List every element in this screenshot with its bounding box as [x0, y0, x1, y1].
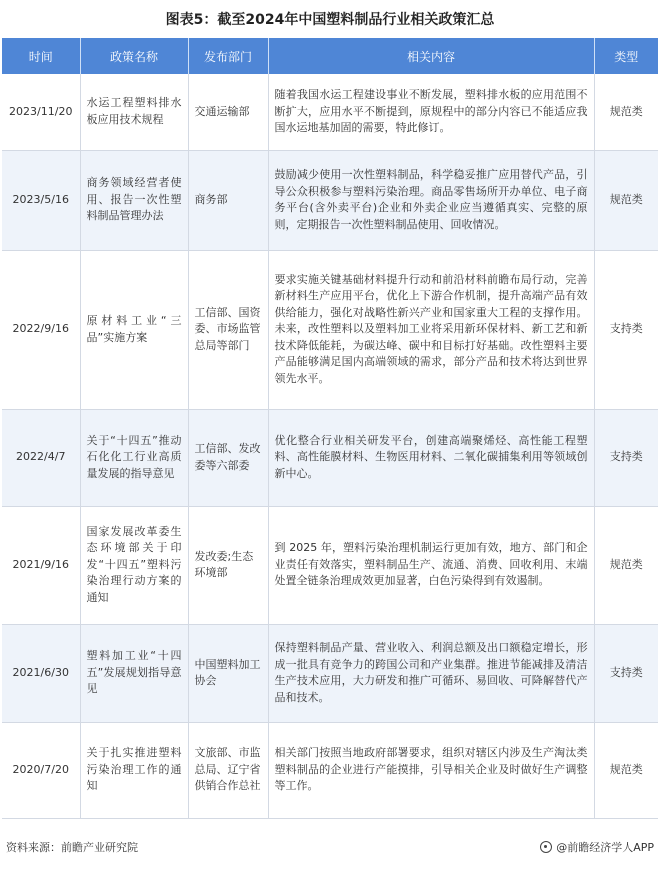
cell-type: 规范类	[594, 722, 658, 818]
cell-date: 2021/6/30	[2, 624, 80, 722]
cell-content: 鼓励减少使用一次性塑料制品，科学稳妥推广应用替代产品，引导公众积极参与塑料污染治理。商品零售场所开办单位、电子商务平台(含外卖平台)企业和外卖企业应当遵循真实、完整的原则，定期报告一次性塑料制品使用、回收情况。	[268, 150, 594, 250]
header-policy-name: 政策名称	[80, 38, 188, 74]
header-type: 类型	[594, 38, 658, 74]
cell-policy-name: 塑料加工业“十四五”发展规划指导意见	[80, 624, 188, 722]
cell-policy-name: 关于“十四五”推动石化化工行业高质量发展的指导意见	[80, 409, 188, 506]
brand-credit	[540, 839, 654, 855]
brand-logo-icon	[540, 841, 552, 853]
table-header-row	[2, 38, 658, 74]
cell-type: 支持类	[594, 624, 658, 722]
cell-content: 要求实施关键基础材料提升行动和前沿材料前瞻布局行动，完善新材料生产应用平台，优化上下游合作机制，提升高端产品有效供给能力，强化对战略性新兴产业和国家重大工程的支撑作用。未来，改性塑料以及塑料加工业将采用新环保材料、新工艺和新技术降低能耗，为碳达峰、碳中和目标打好基础。改性塑料主要产品能够满足国内高端领域的需求，部分产品和技术将达到世界领先水平。	[268, 250, 594, 409]
cell-date: 2022/9/16	[2, 250, 80, 409]
cell-content: 保持塑料制品产量、营业收入、利润总额及出口额稳定增长，形成一批具有竞争力的跨国公司和产业集群。推进节能减排及清洁生产技术应用，大力研发和推广可循环、易回收、可降解替代产品和技术。	[268, 624, 594, 722]
cell-type: 支持类	[594, 250, 658, 409]
cell-type: 规范类	[594, 150, 658, 250]
cell-policy-name: 国家发展改革委生态环境部关于印发“十四五”塑料污染治理行动方案的通知	[80, 506, 188, 624]
cell-policy-name: 水运工程塑料排水板应用技术规程	[80, 74, 188, 150]
cell-date: 2023/11/20	[2, 74, 80, 150]
table-row	[2, 250, 658, 409]
table-row	[2, 624, 658, 722]
table-row	[2, 74, 658, 150]
table-row	[2, 722, 658, 818]
header-date: 时间	[2, 38, 80, 74]
header-department: 发布部门	[188, 38, 268, 74]
cell-date: 2021/9/16	[2, 506, 80, 624]
footer	[0, 835, 660, 859]
table-row	[2, 150, 658, 250]
table-row	[2, 409, 658, 506]
cell-content: 相关部门按照当地政府部署要求，组织对辖区内涉及生产淘汰类塑料制品的企业进行产能摸排，引导相关企业及时做好生产调整等工作。	[268, 722, 594, 818]
cell-type: 支持类	[594, 409, 658, 506]
cell-department: 工信部、国资委、市场监管总局等部门	[188, 250, 268, 409]
cell-policy-name: 关于扎实推进塑料污染治理工作的通知	[80, 722, 188, 818]
source-note: 资料来源：前瞻产业研究院	[6, 841, 138, 854]
cell-content: 优化整合行业相关研发平台，创建高端聚烯烃、高性能工程塑料、高性能膜材料、生物医用材料、二氧化碳捕集利用等领域创新中心。	[268, 409, 594, 506]
cell-date: 2022/4/7	[2, 409, 80, 506]
cell-department: 工信部、发改委等六部委	[188, 409, 268, 506]
cell-department: 发改委;生态环境部	[188, 506, 268, 624]
cell-date: 2020/7/20	[2, 722, 80, 818]
cell-department: 商务部	[188, 150, 268, 250]
cell-type: 规范类	[594, 506, 658, 624]
cell-content: 随着我国水运工程建设事业不断发展，塑料排水板的应用范围不断扩大，应用水平不断提到，原规程中的部分内容已不能适应我国水运地基加固的需要，特此修订。	[268, 74, 594, 150]
cell-department: 文旅部、市监总局、辽宁省供销合作总社	[188, 722, 268, 818]
policy-table	[2, 38, 658, 819]
brand-text: @前瞻经济学人APP	[556, 841, 654, 854]
chart-title: 图表5：截至2024年中国塑料制品行业相关政策汇总	[165, 12, 495, 28]
cell-content: 到 2025 年，塑料污染治理机制运行更加有效，地方、部门和企业责任有效落实，塑料制品生产、流通、消费、回收利用、末端处置全链条治理成效更加显著，白色污染得到有效遏制。	[268, 506, 594, 624]
cell-department: 中国塑料加工协会	[188, 624, 268, 722]
table-row	[2, 506, 658, 624]
cell-department: 交通运输部	[188, 74, 268, 150]
cell-policy-name: 原材料工业“三品”实施方案	[80, 250, 188, 409]
cell-type: 规范类	[594, 74, 658, 150]
cell-policy-name: 商务领域经营者使用、报告一次性塑料制品管理办法	[80, 150, 188, 250]
cell-date: 2023/5/16	[2, 150, 80, 250]
header-content: 相关内容	[268, 38, 594, 74]
